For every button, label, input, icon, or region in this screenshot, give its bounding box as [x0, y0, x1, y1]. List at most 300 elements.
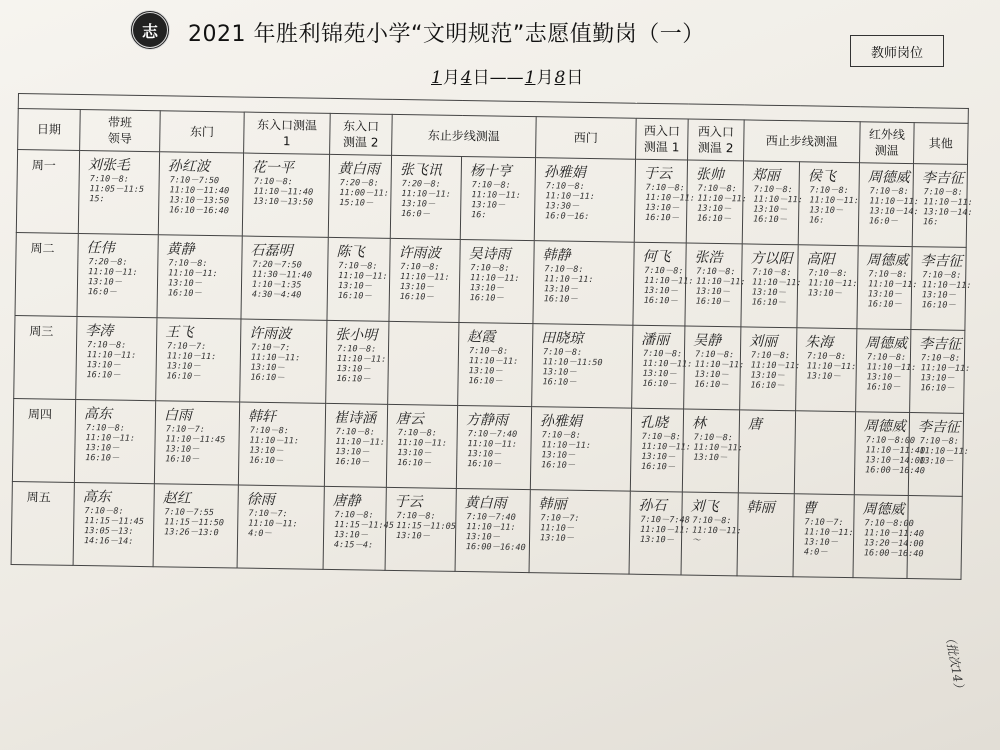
duty-time: 7:10－8: [809, 185, 849, 197]
duty-cell [77, 233, 158, 317]
volunteer-signature: 许雨波 [398, 244, 441, 262]
duty-time: 11:10－11: [545, 191, 595, 203]
duty-time: 13:10－14: [923, 207, 973, 219]
duty-time: 13:10－ [806, 371, 841, 382]
duty-time: 11:10－11: [641, 441, 692, 453]
duty-cell [389, 238, 460, 322]
duty-time: 16:10－ [866, 382, 901, 393]
duty-time: 7:10－8:00 [864, 518, 914, 530]
duty-time: 11:10－11: [470, 273, 520, 284]
duty-time: 11:10－11: [806, 361, 857, 373]
duty-time: 15: [89, 194, 105, 205]
duty-time: 7:20－8: [88, 257, 128, 268]
duty-time: 16:10－ [85, 453, 120, 464]
duty-time: 7:10－8: [336, 344, 377, 355]
date-range: 1月4日——1月8日 [431, 68, 584, 88]
duty-time: 16:10－ [166, 371, 201, 382]
duty-time: 11:10－11: [866, 362, 917, 374]
duty-time: 16:10－ [335, 457, 370, 468]
duty-cell [854, 412, 926, 496]
duty-time: 11:10－11: [752, 277, 802, 289]
volunteer-signature: 唐 [747, 416, 763, 433]
duty-time: 13:10－ [335, 447, 370, 458]
duty-cell [681, 492, 742, 576]
day-label: 周五 [11, 481, 74, 565]
duty-time: 7:10－7: [166, 341, 207, 352]
duty-time: 11:10－11: [923, 197, 973, 209]
duty-time: 7:10－8: [89, 174, 129, 185]
duty-cell [741, 244, 802, 328]
duty-cell [74, 399, 155, 483]
duty-time: 13:10－ [468, 366, 503, 377]
duty-time: 16:10－ [543, 294, 578, 305]
duty-time: 11:10－11: [544, 274, 594, 286]
volunteer-signature: 韩轩 [247, 408, 277, 426]
duty-cell [684, 326, 745, 410]
volunteer-signature [909, 496, 962, 500]
duty-time: 11:10－11: [249, 435, 300, 447]
duty-time: 16:0－ [87, 287, 117, 298]
duty-time: 11:10－11: [692, 525, 742, 537]
volunteer-signature: 朱海 [805, 334, 834, 351]
volunteer-signature: 潘丽 [641, 331, 670, 349]
duty-time: 13:10－ [919, 456, 954, 467]
volunteer-signature: 韩静 [542, 247, 571, 264]
duty-time: 13:10－ [250, 362, 285, 374]
volunteer-signature [389, 322, 458, 326]
duty-time: 16:10－ [697, 213, 732, 225]
column-header-line: 东止步线测温 [427, 128, 500, 144]
column-header-line: 测温 1 [643, 139, 680, 155]
duty-time: 11:15－11:50 [164, 517, 225, 529]
day-label: 周二 [15, 232, 78, 316]
duty-cell [793, 494, 854, 578]
duty-cell [742, 161, 803, 245]
volunteer-signature: 周德威 [863, 418, 906, 435]
volunteer-signature: 孙红波 [167, 158, 210, 176]
duty-time: 16:10－16:40 [169, 205, 229, 217]
duty-time: 11:10－11:45 [165, 434, 226, 446]
duty-time: 11:10－11: [250, 352, 301, 364]
duty-cell [737, 493, 794, 577]
duty-time: 13:10－ [694, 369, 729, 381]
duty-cell [630, 408, 692, 492]
duty-time: 7:10－8: [338, 261, 378, 272]
volunteer-signature: 赵红 [162, 490, 191, 507]
day-label: 周三 [14, 315, 77, 399]
duty-cell [912, 164, 973, 248]
duty-time: 13:10－ [693, 452, 728, 464]
duty-time: 16:10－ [750, 380, 785, 392]
duty-cell [908, 413, 970, 497]
duty-time: 7:10－7: [248, 508, 288, 520]
duty-time: 7:10－8: [470, 263, 510, 274]
duty-time: 7:10－8: [335, 427, 376, 438]
duty-cell [458, 322, 533, 406]
volunteer-signature: 石磊明 [250, 242, 293, 260]
volunteer-signature: 于云 [394, 493, 423, 511]
column-header-line: 西门 [573, 130, 598, 146]
duty-time: 16:0－ [401, 209, 431, 220]
duty-cell [532, 324, 633, 409]
duty-time: 16:10－ [86, 370, 121, 381]
duty-time: 11:10－11: [644, 275, 694, 287]
duty-time: 13:10－ [642, 368, 677, 380]
duty-cell [237, 485, 324, 569]
volunteer-signature: 孙雅娟 [539, 413, 583, 430]
volunteer-signature: 李吉征 [920, 253, 963, 270]
school-logo-icon: 志 [130, 10, 170, 50]
duty-time: 11:10－11: [397, 438, 448, 449]
duty-time: 7:20－8: [339, 178, 379, 189]
column-header [330, 113, 393, 155]
column-header-line: 1 [282, 134, 291, 149]
volunteer-signature: 方静雨 [465, 412, 509, 429]
duty-time: 7:10－8: [697, 183, 737, 195]
duty-cell [240, 319, 327, 403]
duty-time: 7:10－8: [644, 265, 684, 277]
column-header [744, 120, 861, 163]
duty-cell [797, 245, 858, 329]
duty-cell [794, 411, 855, 495]
day-label: 周四 [12, 398, 75, 482]
duty-time: 7:10－8: [693, 432, 733, 444]
duty-time: 11:10－11: [85, 433, 136, 444]
duty-time: 16:10－ [642, 378, 677, 390]
column-header-line: 带班 [107, 115, 133, 130]
duty-time: 11:10－11: [168, 268, 218, 280]
duty-time: 16:10－ [337, 291, 373, 302]
duty-cell [856, 329, 917, 413]
volunteer-signature: 唐云 [395, 410, 425, 428]
duty-time: 11:10－11: [920, 363, 971, 374]
duty-time: 7:10－7:40 [466, 512, 516, 523]
duty-time: 11:10－11: [642, 358, 693, 370]
duty-cell [738, 410, 795, 494]
duty-time: 7:10－8: [866, 352, 907, 363]
duty-time: 11:10－11: [335, 437, 386, 448]
duty-time: 7:10－8: [85, 423, 126, 434]
duty-time: 11:10－11: [471, 190, 521, 201]
duty-time: 11:10－11: [88, 267, 138, 278]
volunteer-signature: 周德威 [867, 169, 910, 187]
duty-time: 16:00－16:40 [465, 542, 526, 554]
duty-time: 13:10－ [542, 367, 577, 378]
volunteer-signature: 崔诗涵 [333, 410, 377, 427]
volunteer-signature: 孔晓 [639, 414, 669, 432]
volunteer-signature: 黄白雨 [464, 495, 507, 512]
duty-cell [154, 401, 239, 485]
volunteer-signature: 郑丽 [751, 167, 780, 184]
duty-time: 4:30－4:40 [251, 289, 302, 301]
duty-cell [633, 242, 694, 326]
duty-cell [459, 239, 534, 323]
duty-time: 13:10－ [751, 287, 787, 299]
duty-time: 7:20－7:50 [252, 259, 302, 271]
duty-time: 7:10－8: [696, 266, 736, 278]
column-header-line: 红外线 [868, 127, 906, 142]
duty-time: 7:10－8: [545, 181, 585, 192]
duty-time: 11:10－11: [338, 271, 388, 282]
column-header [244, 112, 331, 154]
duty-time: 7:10－7:55 [164, 507, 214, 519]
duty-time: 16:10－ [397, 458, 432, 469]
duty-cell [328, 154, 391, 238]
side-note: （批次14） [942, 630, 968, 696]
duty-time: 13:10－14:00 [865, 455, 926, 467]
duty-time: 11:10－11:40 [864, 528, 924, 540]
duty-time: 13:10－ [397, 448, 432, 459]
duty-time: 7:10－8: [541, 430, 581, 441]
volunteer-signature: 吴诗雨 [468, 246, 511, 263]
duty-time: 11:15－11:45 [334, 520, 395, 531]
duty-cell [390, 155, 461, 239]
duty-time: 13:10－ [85, 443, 120, 454]
duty-time: 7:10－8: [249, 425, 290, 437]
column-header-line: 其他 [928, 136, 953, 151]
duty-time: 11:10－11: [919, 446, 970, 457]
duty-time: 13:10－ [866, 372, 901, 383]
duty-time: 11:10－11: [808, 278, 858, 290]
column-header-line: 西入口 [697, 124, 735, 140]
volunteer-signature: 李涛 [85, 323, 114, 340]
duty-time: 16:10－ [695, 296, 730, 308]
duty-time: 7:10－8: [869, 186, 909, 198]
duty-time: 13:10－ [401, 199, 436, 210]
duty-time: 13:10－ [396, 530, 431, 542]
duty-time: 13:10－ [867, 289, 903, 300]
duty-cell [529, 490, 630, 575]
duty-cell [388, 321, 459, 405]
duty-time: 13:10－ [920, 373, 955, 384]
duty-time: 16:10－ [541, 460, 576, 471]
column-header-line: 领导 [107, 131, 132, 146]
duty-time: 13:10－ [337, 281, 373, 292]
column-header-line: 日期 [36, 122, 62, 137]
table-row [15, 232, 966, 330]
duty-time: 7:10－8: [806, 351, 847, 363]
duty-cell [632, 325, 693, 409]
volunteer-signature: 白雨 [163, 407, 193, 424]
duty-time: 4:0－ [248, 528, 273, 540]
duty-cell [327, 237, 390, 321]
volunteer-signature: 李吉征 [921, 170, 964, 187]
duty-time: 11:10－11:50 [542, 357, 603, 369]
volunteer-signature: 黄白雨 [337, 161, 380, 178]
duty-time: 11:10－11: [467, 439, 518, 450]
duty-roster-table [11, 93, 973, 580]
duty-time: 16:10－ [643, 295, 678, 307]
duty-time: 14:16－14: [83, 536, 134, 547]
table-row [11, 481, 962, 579]
duty-time: 7:10－7:40 [467, 429, 518, 440]
volunteer-signature: 花一平 [251, 159, 294, 177]
duty-cell [238, 402, 325, 486]
duty-time: 16:10－ [920, 383, 955, 394]
volunteer-signature: 周德威 [866, 252, 909, 270]
duty-cell [910, 330, 971, 414]
column-header-line: 西入口 [643, 123, 681, 139]
duty-time: 13:10－ [469, 283, 505, 294]
duty-time: 7:10－8: [400, 262, 440, 273]
duty-time: 11:15－11:05 [396, 520, 457, 532]
duty-cell [386, 404, 457, 488]
volunteer-signature: 曹 [802, 500, 817, 517]
duty-time: 7:10－8: [86, 340, 127, 351]
duty-time: 7:10－8:00 [865, 435, 916, 447]
duty-time: 16:10－ [250, 372, 285, 384]
duty-cell [682, 409, 744, 493]
duty-time: 11:05－11:5 [89, 184, 145, 195]
duty-time: 13:10－ [167, 278, 203, 289]
duty-time: 11:10－11: [640, 524, 690, 536]
volunteer-signature: 徐雨 [246, 491, 275, 509]
duty-cell [153, 484, 238, 568]
duty-time: 16:00－16:40 [865, 465, 925, 477]
duty-time: 13:10－ [334, 530, 369, 541]
volunteer-signature: 黄静 [166, 241, 195, 258]
duty-time: 7:10－8: [471, 180, 511, 191]
duty-time: 11:10－11: [696, 276, 746, 288]
duty-time: 16:10－ [468, 376, 503, 387]
duty-cell [634, 159, 695, 243]
table-row [14, 315, 965, 413]
day-label: 周一 [16, 150, 79, 234]
duty-time: 11:10－11: [401, 189, 451, 200]
duty-time: 16: [809, 215, 825, 226]
duty-cell [460, 156, 535, 240]
duty-time: 7:10－8: [642, 348, 683, 360]
duty-time: 13:10－ [641, 451, 676, 463]
duty-time: 11:10－11: [697, 193, 747, 205]
duty-time: 15:10－ [339, 198, 374, 209]
duty-time: 7:10－8: [253, 176, 293, 188]
volunteer-signature: 张浩 [694, 249, 723, 267]
duty-time: 16:10－ [469, 293, 505, 304]
duty-time: 16:10－ [336, 374, 371, 385]
table-row [12, 398, 963, 496]
volunteer-signature: 周德威 [862, 501, 905, 518]
duty-cell [326, 320, 389, 404]
volunteer-signature: 林 [691, 415, 707, 432]
duty-cell [241, 236, 328, 320]
duty-cell [629, 491, 690, 575]
duty-time: 7:10－8: [919, 436, 959, 447]
volunteer-signature: 王飞 [165, 324, 194, 341]
column-header-line: 东入口 [342, 119, 380, 134]
column-header-line: 东入口测温 [256, 117, 318, 133]
duty-time: 16:10－ [645, 212, 680, 224]
duty-cell [798, 162, 859, 246]
duty-time: 11:10－11: [645, 192, 695, 204]
duty-cell [455, 488, 530, 572]
duty-time: 11:10－11: [166, 351, 217, 363]
duty-time: 11:10－11:40 [169, 185, 230, 197]
duty-cell [157, 235, 242, 319]
duty-time: 7:10－8: [544, 264, 584, 275]
duty-time: 13:10－ [809, 205, 844, 216]
duty-cell [853, 495, 924, 579]
duty-time: 7:10－8: [753, 184, 793, 196]
volunteer-signature: 于云 [643, 165, 672, 183]
duty-time: 7:10－7: [250, 342, 291, 354]
duty-time: 16:10－ [753, 214, 788, 226]
duty-time: 13:10－ [165, 444, 200, 455]
volunteer-signature: 高东 [83, 406, 113, 423]
duty-time: 13:10－ [539, 533, 575, 544]
column-header-line: 测温 [874, 143, 899, 158]
duty-time: 7:10－8: [468, 346, 509, 357]
duty-time: 11:10－11: [750, 360, 801, 372]
duty-time: 16:10－ [641, 461, 676, 473]
duty-time: 13:10－14: [869, 206, 919, 218]
duty-time: 16:10－ [165, 454, 200, 465]
duty-cell [158, 152, 243, 236]
duty-time: 7:10－8: [922, 270, 962, 281]
duty-time: 7:10－8: [542, 347, 583, 358]
duty-time: 7:10－7:50 [169, 175, 220, 187]
duty-time: 7:10－8: [84, 506, 124, 517]
duty-time: 11:10－11: [809, 195, 859, 207]
duty-time: 16:10－ [867, 299, 902, 310]
duty-time: 7:10－8: [396, 510, 436, 522]
duty-cell [533, 241, 634, 326]
document-title: 2021 年胜利锦苑小学“文明规范”志愿值勤岗（一） [188, 22, 705, 47]
volunteer-signature: 刘丽 [749, 333, 778, 350]
duty-time: 11:00－11: [339, 188, 389, 199]
duty-cell [385, 487, 456, 571]
duty-time: 11:10－11:40 [253, 186, 314, 198]
duty-time: 13:20－14:00 [863, 538, 924, 550]
column-header-line: 东门 [189, 124, 215, 140]
duty-cell [907, 496, 962, 580]
duty-time: 16:10－ [467, 459, 502, 470]
duty-time: 7:10－8: [645, 182, 685, 194]
volunteer-signature [796, 411, 855, 415]
duty-time: 13:10－ [803, 537, 839, 548]
volunteer-signature: 周德威 [865, 335, 908, 352]
column-header [536, 117, 637, 160]
duty-cell [530, 407, 631, 492]
duty-time: 16: [923, 217, 939, 228]
table-row [16, 150, 967, 248]
volunteer-signature: 李吉征 [919, 336, 962, 353]
duty-time: 7:10－7: [804, 517, 844, 529]
duty-cell [76, 316, 157, 400]
duty-time: 13:30－ [545, 201, 580, 212]
duty-time: 16:0－ [869, 216, 899, 227]
duty-time: 7:10－8: [641, 431, 681, 443]
duty-time: 13:10－ [807, 288, 843, 299]
volunteer-signature: 张小明 [335, 327, 378, 344]
position-badge: 教师岗位 [850, 35, 944, 67]
duty-time: 11:10－11: [336, 354, 387, 365]
column-header [914, 123, 969, 165]
duty-cell [685, 243, 746, 327]
volunteer-signature: 方以阳 [750, 250, 793, 268]
duty-cell [78, 150, 159, 234]
duty-time: 1:10－1:35 [251, 279, 302, 291]
duty-cell [73, 482, 154, 566]
volunteer-signature: 许雨波 [249, 325, 292, 343]
duty-cell [857, 246, 918, 330]
duty-time: 16:10－ [542, 377, 577, 388]
duty-time: 7:10－8: [923, 187, 963, 198]
duty-cell [324, 403, 387, 487]
duty-time: ～ [691, 535, 701, 546]
duty-time: 4:0－ [803, 547, 828, 558]
duty-time: 7:10－8: [334, 510, 374, 521]
